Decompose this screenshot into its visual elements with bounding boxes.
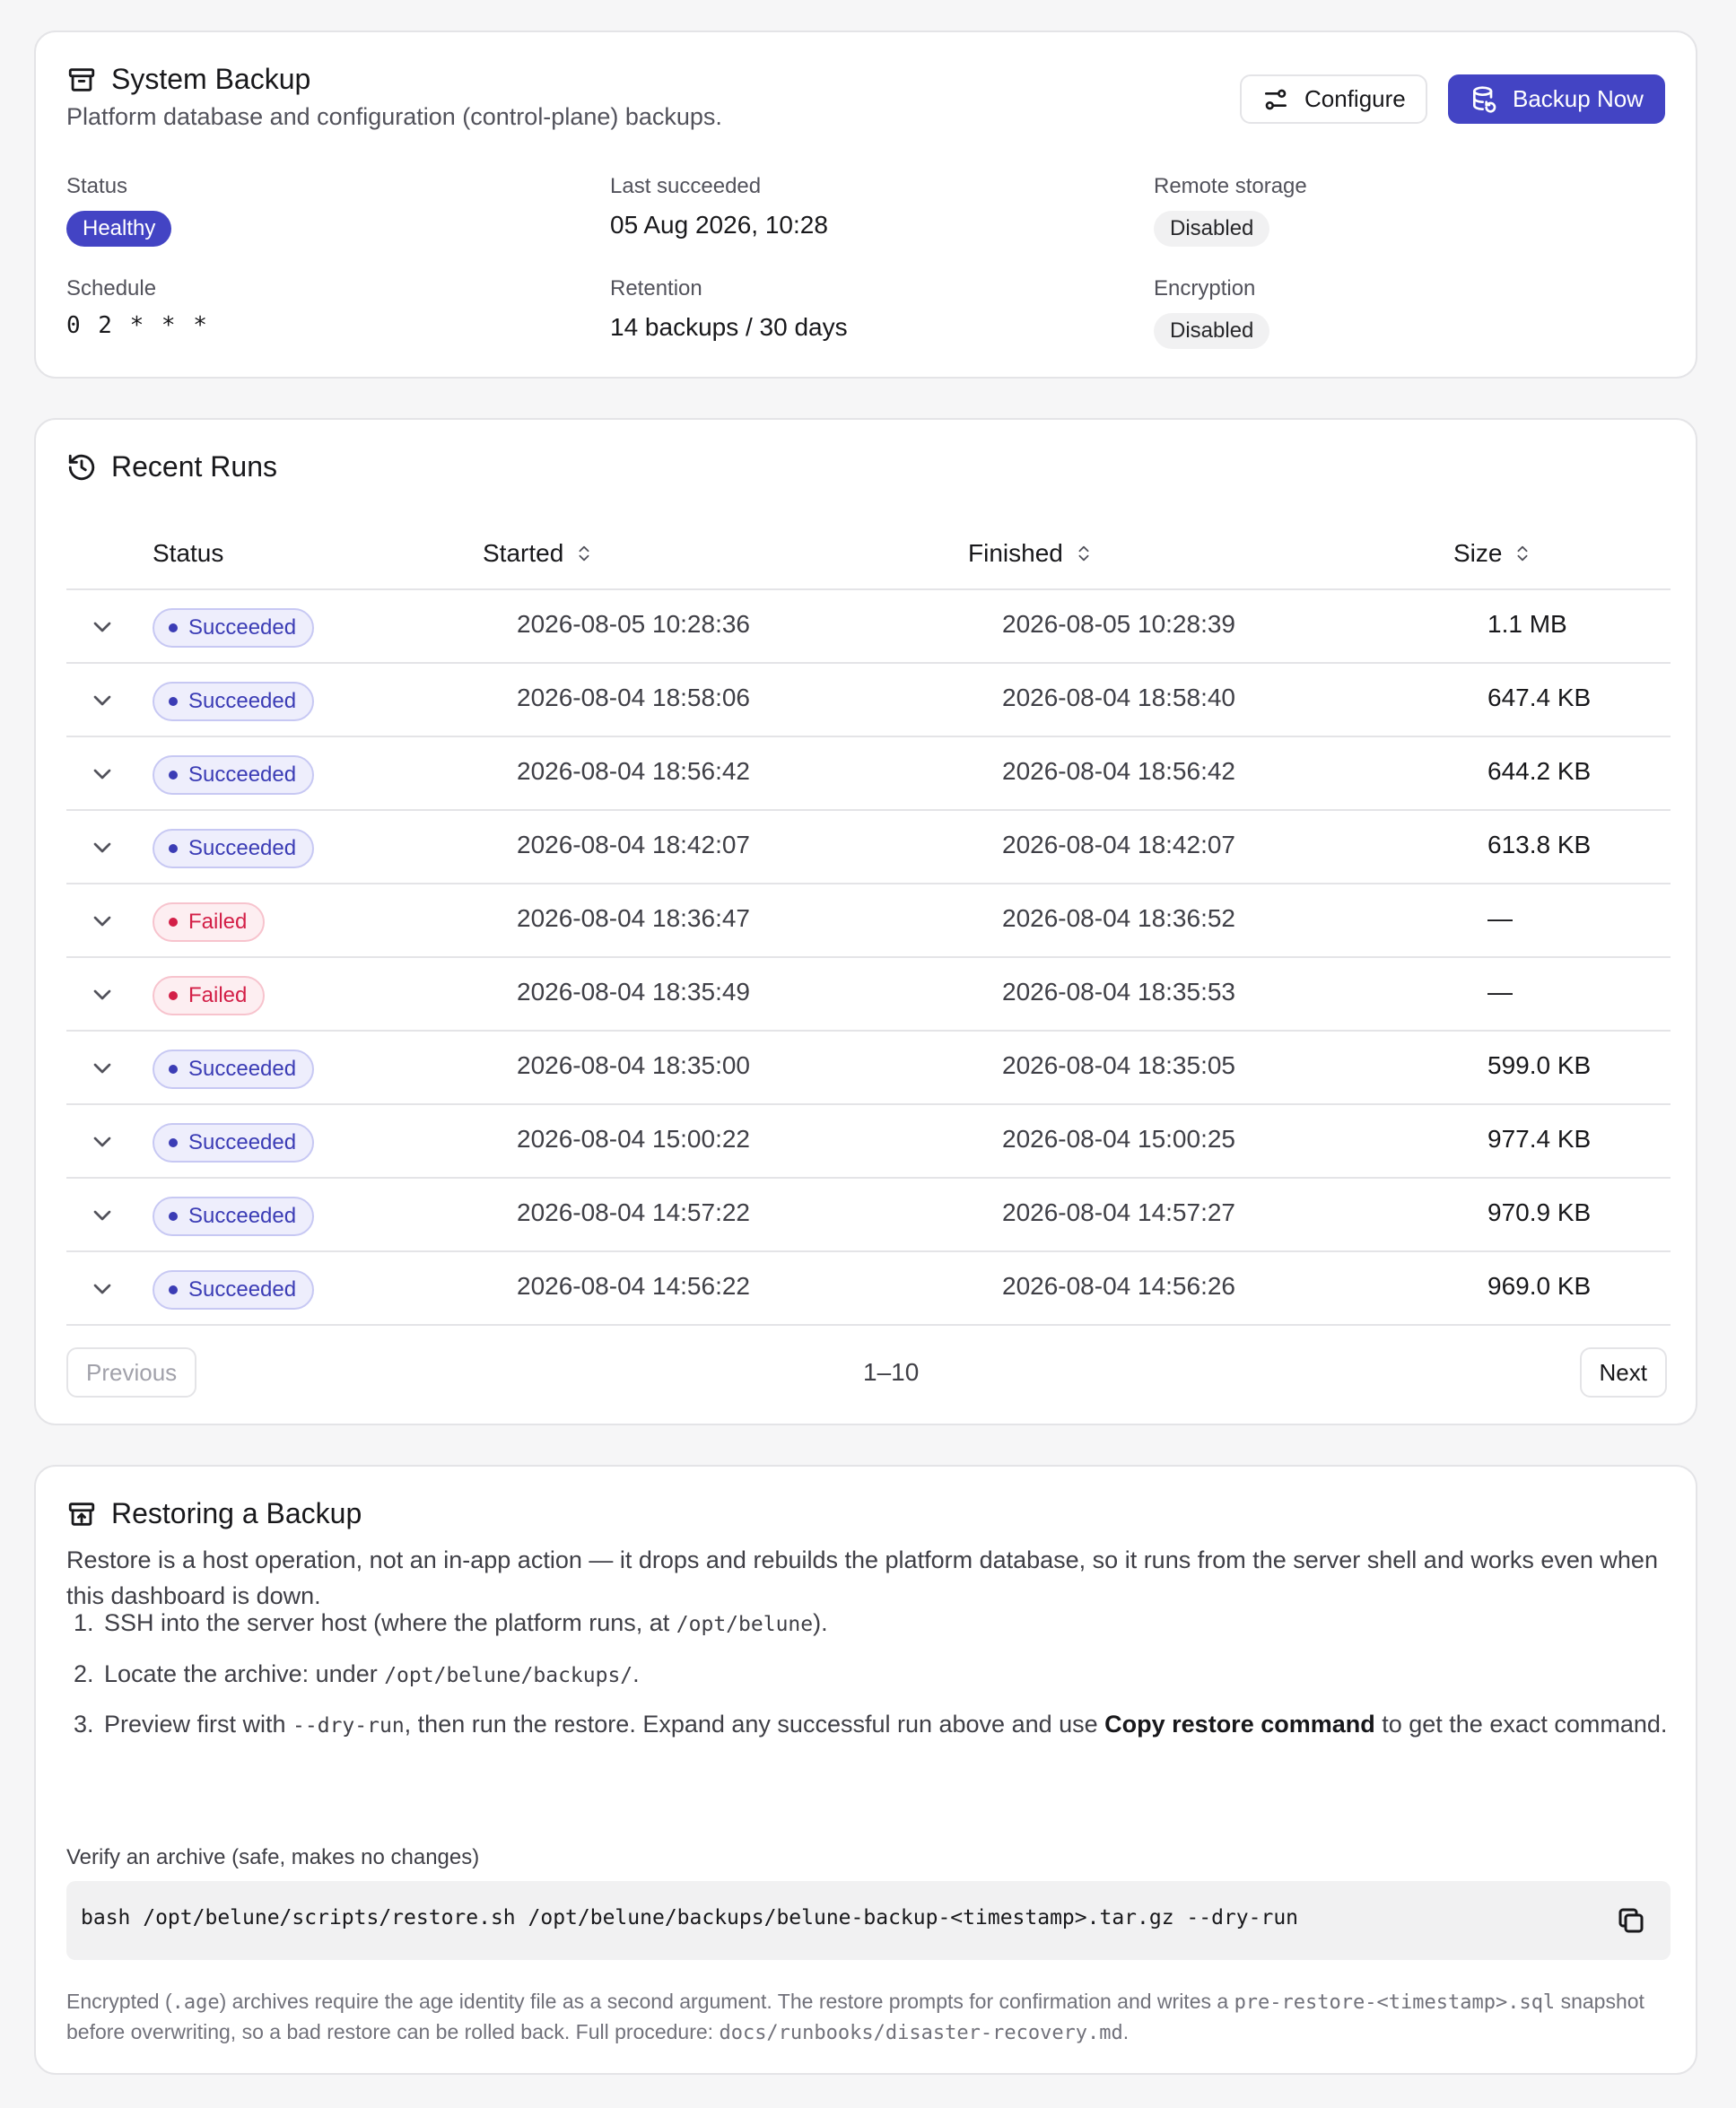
- run-status-badge: [153, 1123, 314, 1163]
- run-finished: 2026-08-04 18:35:05: [1002, 1051, 1235, 1079]
- step-text-part: ).: [813, 1609, 828, 1636]
- run-status-label: Succeeded: [188, 689, 297, 713]
- step-text-part: .: [632, 1660, 640, 1687]
- step-text: [104, 1656, 1671, 1694]
- status-dot-icon: [169, 1212, 178, 1221]
- footnote-text: ) archives require the age identity file as a second argument. The restore prompts for confirmation and writes a: [219, 1990, 1234, 2013]
- inline-code: /opt/belune: [676, 1613, 814, 1636]
- sort-icon: [1074, 544, 1094, 563]
- inline-code: .age: [171, 1991, 220, 2014]
- run-started: 2026-08-04 18:35:00: [517, 1051, 750, 1079]
- sort-icon: [574, 544, 594, 563]
- status-badge: Healthy: [66, 211, 171, 247]
- table-row[interactable]: [66, 590, 1671, 664]
- backup-now-label: Backup Now: [1513, 85, 1644, 112]
- run-status-label: Succeeded: [188, 615, 297, 640]
- inline-code: /opt/belune/backups/: [384, 1664, 633, 1687]
- backup-now-button[interactable]: [1448, 74, 1665, 124]
- table-row[interactable]: [66, 1179, 1671, 1252]
- run-status-badge: [153, 1197, 314, 1236]
- run-status-label: Failed: [188, 910, 248, 934]
- run-status-label: Succeeded: [188, 1057, 297, 1081]
- run-started: 2026-08-04 18:58:06: [517, 684, 750, 711]
- run-status-label: Succeeded: [188, 1277, 297, 1302]
- status-label: Status: [66, 174, 128, 198]
- page-range: 1–10: [863, 1358, 920, 1386]
- footnote-text: Encrypted (: [66, 1990, 172, 2013]
- table-row[interactable]: [66, 737, 1671, 811]
- footnote-text: .: [1122, 2020, 1130, 2043]
- run-finished: 2026-08-04 18:56:42: [1002, 757, 1235, 785]
- restore-card: [34, 1465, 1697, 2075]
- chevron-down-icon[interactable]: [88, 613, 117, 641]
- step-number: 1.: [74, 1609, 94, 1636]
- chevron-down-icon[interactable]: [88, 1275, 117, 1303]
- run-status-label: Succeeded: [188, 836, 297, 860]
- run-finished: 2026-08-04 18:58:40: [1002, 684, 1235, 711]
- run-size: 599.0 KB: [1487, 1051, 1592, 1079]
- retention-label: Retention: [610, 276, 702, 301]
- column-header-finished-label: Finished: [968, 539, 1063, 567]
- run-status-badge: [153, 1270, 314, 1310]
- run-started: 2026-08-05 10:28:36: [517, 610, 750, 638]
- status-dot-icon: [169, 844, 178, 853]
- run-started: 2026-08-04 18:56:42: [517, 757, 750, 785]
- database-backup-icon: [1470, 85, 1498, 114]
- table-row[interactable]: [66, 1032, 1671, 1105]
- column-header-size[interactable]: [1453, 539, 1532, 568]
- page-title: System Backup: [111, 63, 311, 95]
- run-started: 2026-08-04 18:35:49: [517, 978, 750, 1006]
- status-dot-icon: [169, 771, 178, 780]
- previous-page-button[interactable]: Previous: [66, 1347, 196, 1398]
- history-icon: [66, 452, 97, 483]
- table-row[interactable]: [66, 664, 1671, 737]
- code-block: [66, 1881, 1671, 1960]
- run-started: 2026-08-04 14:57:22: [517, 1198, 750, 1226]
- system-backup-subtitle: Platform database and configuration (control-plane) backups.: [66, 103, 722, 130]
- run-size: 1.1 MB: [1487, 610, 1567, 638]
- restore-step-2: [74, 1656, 1671, 1692]
- status-dot-icon: [169, 991, 178, 1000]
- system-backup-header: [66, 63, 310, 96]
- run-status-badge: [153, 755, 314, 795]
- inline-code: pre-restore-<timestamp>.sql: [1234, 1991, 1556, 2014]
- run-started: 2026-08-04 15:00:22: [517, 1125, 750, 1153]
- last-succeeded-value: 05 Aug 2026, 10:28: [610, 211, 828, 239]
- configure-button[interactable]: [1240, 74, 1427, 124]
- column-header-started-label: Started: [483, 539, 564, 567]
- step-text-part: , then run the restore. Expand any successful run above and use: [404, 1711, 1105, 1738]
- status-dot-icon: [169, 1065, 178, 1074]
- recent-runs-card: [34, 418, 1697, 1425]
- step-text-part: to get the exact command.: [1374, 1711, 1668, 1738]
- run-started: 2026-08-04 18:42:07: [517, 831, 750, 858]
- restore-footnote: [66, 1987, 1681, 2048]
- run-size: 644.2 KB: [1487, 757, 1592, 785]
- run-size: 970.9 KB: [1487, 1198, 1592, 1226]
- retention-value: 14 backups / 30 days: [610, 313, 848, 341]
- table-row[interactable]: [66, 1105, 1671, 1179]
- footnote-text: snapshot before overwriting, so a bad restore can be rolled back. Full procedure:: [66, 1990, 1644, 2043]
- run-size: 969.0 KB: [1487, 1272, 1592, 1300]
- step-text-part: Locate the archive: under: [104, 1660, 385, 1687]
- encryption-badge: Disabled: [1154, 313, 1269, 349]
- section-title: Restoring a Backup: [111, 1497, 362, 1529]
- run-finished: 2026-08-04 14:56:26: [1002, 1272, 1235, 1300]
- status-dot-icon: [169, 918, 178, 927]
- table-row[interactable]: [66, 1252, 1671, 1326]
- restore-intro: Restore is a host operation, not an in-app action — it drops and rebuilds the platform database, so it runs from the server shell and works even when this dashboard is down.: [66, 1546, 1658, 1609]
- last-succeeded-label: Last succeeded: [610, 174, 762, 198]
- step-text: [104, 1605, 1671, 1642]
- recent-runs-header: [66, 450, 277, 483]
- remote-storage-badge: Disabled: [1154, 211, 1269, 247]
- status-dot-icon: [169, 1138, 178, 1147]
- run-finished: 2026-08-04 18:42:07: [1002, 831, 1235, 858]
- run-status-badge: [153, 608, 314, 648]
- step-number: 2.: [74, 1660, 94, 1687]
- run-size: 613.8 KB: [1487, 831, 1592, 858]
- status-dot-icon: [169, 623, 178, 632]
- chevron-down-icon[interactable]: [88, 1054, 117, 1083]
- step-number: 3.: [74, 1711, 94, 1738]
- table-row[interactable]: [66, 958, 1671, 1032]
- restore-step-1: [74, 1605, 1671, 1641]
- restore-archive-icon: [66, 1499, 97, 1529]
- copy-icon[interactable]: [1615, 1904, 1647, 1937]
- run-status-badge: [153, 829, 314, 868]
- run-finished: 2026-08-04 14:57:27: [1002, 1198, 1235, 1226]
- restore-header: [66, 1497, 362, 1530]
- system-backup-card: [34, 30, 1697, 379]
- chevron-down-icon[interactable]: [88, 907, 117, 936]
- run-size: 647.4 KB: [1487, 684, 1592, 711]
- step-text: [104, 1706, 1671, 1744]
- restore-step-3: [74, 1706, 1671, 1778]
- run-status-label: Failed: [188, 983, 248, 1007]
- run-status-label: Succeeded: [188, 762, 297, 787]
- schedule-value: 0 2 * * *: [66, 312, 209, 339]
- schedule-label: Schedule: [66, 276, 157, 301]
- run-finished: 2026-08-05 10:28:39: [1002, 610, 1235, 638]
- step-text-part: SSH into the server host (where the platform runs, at: [104, 1609, 676, 1636]
- run-size: —: [1487, 978, 1513, 1006]
- table-row[interactable]: [66, 884, 1671, 958]
- run-status-badge: [153, 976, 265, 1015]
- chevron-down-icon[interactable]: [88, 833, 117, 862]
- run-size: 977.4 KB: [1487, 1125, 1592, 1153]
- archive-icon: [66, 65, 97, 95]
- run-size: —: [1487, 904, 1513, 932]
- chevron-down-icon[interactable]: [88, 1128, 117, 1156]
- run-finished: 2026-08-04 18:36:52: [1002, 904, 1235, 932]
- code-block-label: Verify an archive (safe, makes no changes): [66, 1845, 480, 1869]
- run-status-label: Succeeded: [188, 1204, 297, 1228]
- code-command: bash /opt/belune/scripts/restore.sh /opt/belune/backups/belune-backup-<timestamp>.tar.gz --dry-run: [81, 1906, 1299, 1929]
- column-header-finished[interactable]: [968, 539, 1094, 568]
- encryption-label: Encryption: [1154, 276, 1256, 301]
- run-finished: 2026-08-04 18:35:53: [1002, 978, 1235, 1006]
- remote-storage-label: Remote storage: [1154, 174, 1307, 198]
- column-header-size-label: Size: [1453, 539, 1503, 567]
- column-header-status: [153, 539, 223, 568]
- chevron-down-icon[interactable]: [88, 1201, 117, 1230]
- inline-code: --dry-run: [292, 1714, 405, 1738]
- chevron-down-icon[interactable]: [88, 980, 117, 1009]
- chevron-down-icon[interactable]: [88, 760, 117, 788]
- sliders-icon: [1261, 85, 1290, 114]
- run-finished: 2026-08-04 15:00:25: [1002, 1125, 1235, 1153]
- run-status-badge: [153, 1050, 314, 1089]
- table-row[interactable]: [66, 811, 1671, 884]
- run-status-badge: [153, 902, 265, 942]
- step-emphasis: Copy restore command: [1104, 1711, 1375, 1738]
- section-title: Recent Runs: [111, 450, 277, 483]
- sort-icon: [1513, 544, 1532, 563]
- run-started: 2026-08-04 14:56:22: [517, 1272, 750, 1300]
- inline-code: docs/runbooks/disaster-recovery.md: [719, 2022, 1123, 2044]
- run-status-badge: [153, 682, 314, 721]
- status-dot-icon: [169, 697, 178, 706]
- run-started: 2026-08-04 18:36:47: [517, 904, 750, 932]
- chevron-down-icon[interactable]: [88, 686, 117, 715]
- configure-button-label: Configure: [1304, 85, 1406, 112]
- column-header-status-label: Status: [153, 539, 224, 567]
- status-dot-icon: [169, 1285, 178, 1294]
- step-text-part: Preview first with: [104, 1711, 293, 1738]
- next-page-button[interactable]: Next: [1580, 1347, 1667, 1398]
- column-header-started[interactable]: [483, 539, 594, 568]
- run-status-label: Succeeded: [188, 1130, 297, 1154]
